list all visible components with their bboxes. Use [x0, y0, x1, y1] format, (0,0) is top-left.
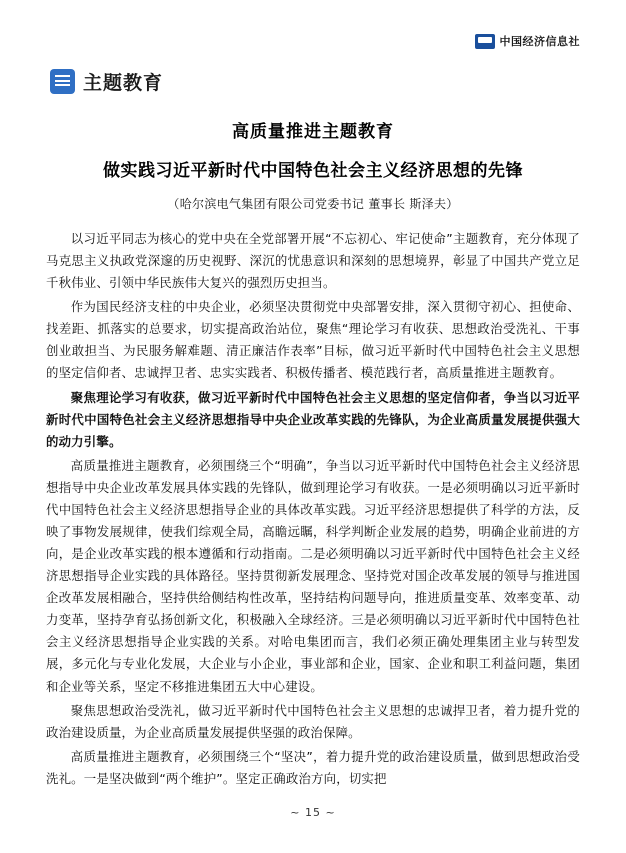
- paragraph: 高质量推进主题教育，必须围绕三个“明确”，争当以习近平新时代中国特色社会主义经济思想指导中央企业改革发展具体实践的先锋队，做到理论学习有收获。一是必须明确以习近平新时代中国特色社会主义经济思想指导企业的具体改革实践。习近平经济思想提供了科学的方法，反映了事物发展规律，使我们综观全局，高瞻远瞩，科学判断企业发展的趋势，明确企业前进的方向，是企业改革实践的根本遵循和行动指南。二是必须明确以习近平新时代中国特色社会主义经济思想指导企业实践的具体路径。坚持贯彻新发展理念、坚持党对国企改革发展的领导与推进国企改革发展相融合，坚持供给侧结构性改革，坚持结构问题导向，推进质量变革、效率变革、动力变革，坚持孕育弘扬创新文化，积极融入全球经济。三是必须明确以习近平新时代中国特色社会主义经济思想指导企业实践的关系。对哈电集团而言，我们必须正确处理集团主业与转型发展，多元化与专业化发展，大企业与小企业，事业部和企业，国家、企业和职工利益问题，集团和企业等关系，坚定不移推进集团五大中心建设。: [46, 457, 580, 694]
- section-tag: [50, 68, 580, 95]
- byline: （哈尔滨电气集团有限公司党委书记 董事长 斯泽夫）: [167, 197, 459, 211]
- page-header: [46, 26, 580, 56]
- section-tag-label: 主题教育: [83, 72, 164, 94]
- publisher-logo: [475, 33, 581, 49]
- article-body: [46, 228, 580, 790]
- monitor-icon: [475, 34, 495, 49]
- paragraph: 以习近平同志为核心的党中央在全党部署开展“不忘初心、牢记使命”主题教育，充分体现了马克思主义执政党深邃的历史视野、深沉的忧患意识和深刻的思想境界，彰显了中国共产党立足千秋伟业、引领中华民族伟大复兴的强烈历史担当。: [46, 231, 580, 291]
- paragraph: 聚焦思想政治受洗礼，做习近平新时代中国特色社会主义思想的忠诚捍卫者，着力提升党的政治建设质量，为企业高质量发展提供坚强的政治保障。: [46, 702, 580, 740]
- page-title: 高质量推进主题教育: [232, 122, 394, 142]
- page-subtitle: 做实践习近平新时代中国特色社会主义经济思想的先锋: [103, 161, 523, 181]
- paragraph: 作为国民经济支柱的中央企业，必须坚决贯彻党中央部署安排，深入贯彻守初心、担使命、找差距、抓落实的总要求，切实提高政治站位，聚焦“理论学习有收获、思想政治受洗礼、干事创业敢担当、为民服务解难题、清正廉洁作表率”目标，做习近平新时代中国特色社会主义思想的坚定信仰者、忠诚捍卫者、忠实实践者、积极传播者、模范践行者，高质量推进主题教育。: [46, 299, 580, 381]
- publisher-name: 中国经济信息社: [499, 36, 580, 48]
- book-icon: [50, 69, 75, 94]
- paragraph: 高质量推进主题教育，必须围绕三个“坚决”，着力提升党的政治建设质量，做到思想政治受洗礼。一是坚决做到“两个维护”。坚定正确政治方向，切实把: [46, 748, 580, 786]
- page-footer: ~ 15 ~: [290, 806, 336, 819]
- paragraph-highlight: 聚焦理论学习有收获，做习近平新时代中国特色社会主义思想的坚定信仰者，争当以习近平新时代中国特色社会主义经济思想指导中央企业改革实践的先锋队，为企业高质量发展提供强大的动力引擎。: [46, 389, 580, 449]
